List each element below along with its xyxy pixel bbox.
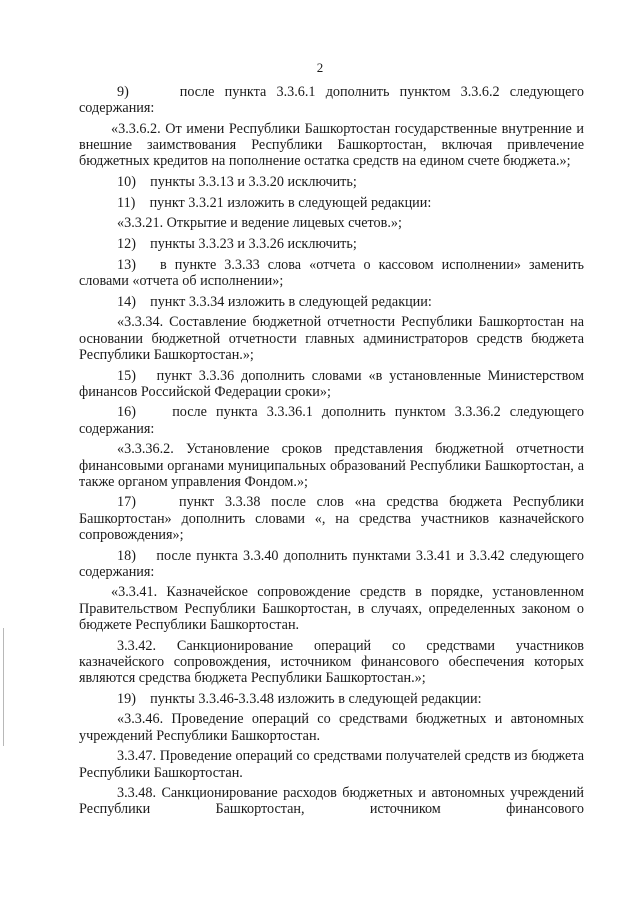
- paragraph-item-16: 16) после пункта 3.3.36.1 дополнить пунктом 3.3.36.2 следующего содержания:: [79, 404, 584, 437]
- paragraph-item-17: 17) пункт 3.3.38 после слов «на средства бюджета Республики Башкортостан» дополнить словами «, на средства участников казначейского сопровождения»;: [79, 494, 584, 543]
- quote-3-3-46: «3.3.46. Проведение операций со средствами бюджетных и автономных учреждений Республики Башкортостан.: [79, 711, 584, 744]
- paragraph-item-19: 19) пункты 3.3.46-3.3.48 изложить в следующей редакции:: [117, 690, 482, 707]
- paragraph-item-12: 12) пункты 3.3.23 и 3.3.26 исключить;: [117, 236, 357, 253]
- quote-3-3-42: 3.3.42. Санкционирование операций со средствами участников казначейского сопровождения, источником финансового обеспечения которых являются средства бюджета Республики Башкортостан.»;: [79, 637, 584, 686]
- paragraph-item-18: 18) после пункта 3.3.40 дополнить пунктами 3.3.41 и 3.3.42 следующего содержания:: [79, 547, 584, 580]
- paragraph-item-14: 14) пункт 3.3.34 изложить в следующей редакции:: [117, 293, 432, 310]
- paragraph-item-15: 15) пункт 3.3.36 дополнить словами «в установленные Министерством финансов Российской Федерации сроки»;: [79, 367, 584, 400]
- page-number: 2: [316, 60, 324, 75]
- document-body: [79, 84, 584, 822]
- paragraph-item-11: 11) пункт 3.3.21 изложить в следующей редакции:: [117, 194, 432, 211]
- paragraph-item-13: 13) в пункте 3.3.33 слова «отчета о кассовом исполнении» заменить словами «отчета об исполнении»;: [79, 256, 584, 290]
- quote-3-3-6-2: «3.3.6.2. От имени Республики Башкортостан государственные внутренние и внешние заимствования Республики Башкортостан, включая привлечение бюджетных кредитов на пополнение остатка средств на едином счете бюджета.»;: [79, 120, 584, 170]
- paragraph-item-10: 10) пункты 3.3.13 и 3.3.20 исключить;: [117, 174, 357, 191]
- quote-3-3-48: 3.3.48. Санкционирование расходов бюджетных и автономных учреждений Республики Башкортостан, источником финансового: [79, 785, 584, 818]
- scan-margin-mark: [3, 628, 4, 746]
- quote-3-3-21: «3.3.21. Открытие и ведение лицевых счетов.»;: [117, 215, 402, 232]
- quote-3-3-47: 3.3.47. Проведение операций со средствами получателей средств из бюджета Республики Башкортостан.: [79, 748, 584, 781]
- paragraph-item-9: 9) после пункта 3.3.6.1 дополнить пунктом 3.3.6.2 следующего содержания:: [79, 84, 584, 117]
- quote-3-3-34: «3.3.34. Составление бюджетной отчетности Республики Башкортостан на основании бюджетной отчетности главных администраторов средств бюджета Республики Башкортостан.»;: [79, 314, 584, 363]
- quote-3-3-41: «3.3.41. Казначейское сопровождение средств в порядке, установленном Правительством Республики Башкортостан, в случаях, определенных законом о бюджете Республики Башкортостан.: [79, 584, 584, 633]
- quote-3-3-36-2: «3.3.36.2. Установление сроков представления бюджетной отчетности финансовыми органами муниципальных образований Республики Башкортостан, а также органом управления Фондом.»;: [79, 441, 584, 490]
